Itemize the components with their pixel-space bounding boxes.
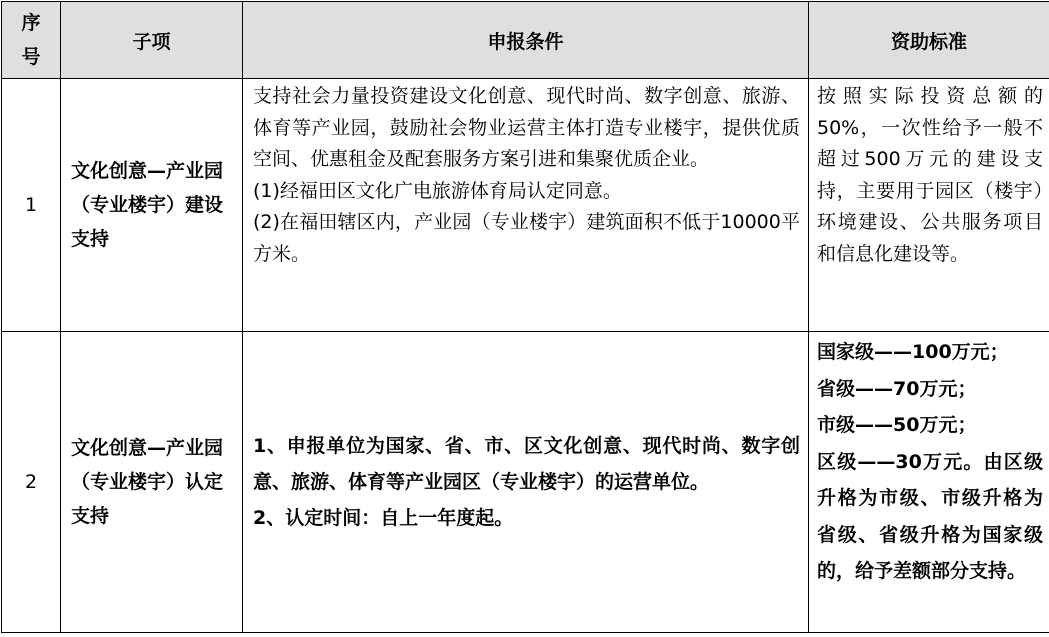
row-no: 1 [2, 79, 61, 332]
header-standard: 资助标准 [809, 2, 1049, 79]
condition-paragraph: 1、申报单位为国家、省、市、区文化创意、现代时尚、数字创意、旅游、体育等产业园区（专业楼宇）的运营单位。 [253, 428, 800, 500]
row-standard [809, 332, 1049, 590]
row-item-cell [61, 332, 243, 633]
row-conditions [243, 79, 808, 270]
row-item-cell [61, 79, 243, 332]
standard-line: 国家级——100万元； [817, 334, 1043, 371]
header-no [2, 2, 61, 79]
condition-paragraph: 2、认定时间：自上一年度起。 [253, 500, 800, 536]
header-item: 子项 [61, 2, 243, 79]
row-no: 2 [2, 332, 61, 633]
row-conditions-cell [243, 79, 809, 332]
condition-paragraph: (2)在福田辖区内，产业园（专业楼宇）建筑面积不低于10000平方米。 [253, 207, 800, 270]
table-header-row [2, 2, 1049, 79]
standard-line: 市级——50万元； [817, 407, 1043, 444]
standard-line: 省级——70万元； [817, 371, 1043, 408]
condition-paragraph: (1)经福田区文化广电旅游体育局认定同意。 [253, 176, 800, 208]
table-row [2, 79, 1049, 332]
row-conditions-cell [243, 332, 809, 633]
row-item: 文化创意—产业园（专业楼宇）建设支持 [61, 154, 242, 256]
row-standard-cell [809, 79, 1049, 332]
row-standard-cell [809, 332, 1049, 633]
subsidy-table [1, 1, 1049, 633]
table-row [2, 332, 1049, 633]
row-conditions [243, 428, 808, 536]
header-conditions: 申报条件 [243, 2, 809, 79]
header-no-label: 序号 [19, 6, 43, 74]
condition-paragraph: 支持社会力量投资建设文化创意、现代时尚、数字创意、旅游、体育等产业园，鼓励社会物业运营主体打造专业楼宇，提供优质空间、优惠租金及配套服务方案引进和集聚优质企业。 [253, 81, 800, 176]
standard-line: 区级——30万元。由区级升格为市级、市级升格为省级、省级升格为国家级的，给予差额部分支持。 [817, 444, 1043, 590]
row-item: 文化创意—产业园（专业楼宇）认定支持 [61, 431, 242, 533]
row-standard: 按照实际投资总额的50%，一次性给予一般不超过500万元的建设支持，主要用于园区（楼宇）环境建设、公共服务项目和信息化建设等。 [809, 79, 1049, 270]
